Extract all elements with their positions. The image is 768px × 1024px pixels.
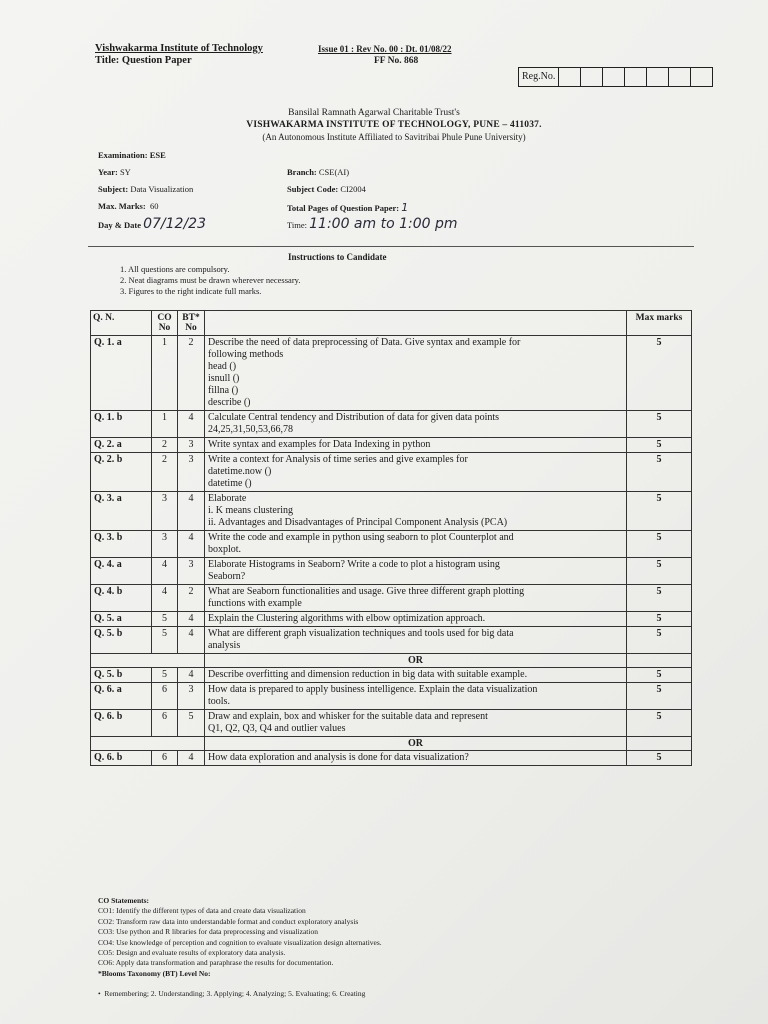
question-line: Seaborn? — [208, 571, 246, 582]
reg-no-cell — [603, 68, 625, 86]
bt-levels — [98, 989, 365, 998]
question-line: Q1, Q2, Q3, Q4 and outlier values — [208, 723, 346, 734]
or-blank-cell — [627, 737, 692, 751]
question-text — [205, 453, 627, 492]
question-text — [205, 710, 627, 737]
time-value: 11:00 am to 1:00 pm — [309, 216, 458, 232]
table-row — [91, 492, 692, 531]
question-line: Calculate Central tendency and Distribution of data for given data points — [208, 412, 500, 423]
question-text — [205, 585, 627, 612]
question-number: Q. 5. b — [91, 627, 152, 654]
time-label: Time: — [287, 220, 308, 230]
bt-number: 3 — [178, 453, 205, 492]
bt-number: 4 — [178, 531, 205, 558]
question-line: datetime () — [208, 478, 252, 489]
question-number: Q. 5. b — [91, 668, 152, 683]
question-line: What are different graph visualization techniques and tools used for big data — [208, 628, 514, 639]
question-marks: 5 — [627, 336, 692, 411]
question-marks: 5 — [627, 627, 692, 654]
subject-code-value: CI2004 — [340, 184, 366, 194]
question-text — [205, 683, 627, 710]
co-number: 2 — [152, 453, 178, 492]
bt-number: 4 — [178, 411, 205, 438]
header-question — [205, 311, 627, 336]
bt-number: 4 — [178, 612, 205, 627]
question-number: Q. 1. a — [91, 336, 152, 411]
question-line: isnull () — [208, 373, 240, 384]
reg-no-cell — [559, 68, 581, 86]
question-line: head () — [208, 361, 237, 372]
bt-number: 2 — [178, 585, 205, 612]
question-line: ii. Advantages and Disadvantages of Principal Component Analysis (PCA) — [208, 517, 508, 528]
question-number: Q. 4. b — [91, 585, 152, 612]
examination-label: Examination: — [98, 150, 148, 160]
question-line: describe () — [208, 397, 251, 408]
co-number: 3 — [152, 531, 178, 558]
or-blank-cell — [91, 737, 205, 751]
co-statement: CO6: Apply data transformation and paraphrase the results for documentation. — [98, 958, 334, 968]
bullet-icon: • — [98, 989, 101, 998]
max-marks-field — [98, 201, 158, 211]
question-line: Write a context for Analysis of time series and give examples for — [208, 454, 468, 465]
paper-title: Title: Question Paper — [95, 55, 192, 66]
question-marks: 5 — [627, 558, 692, 585]
question-number: Q. 4. a — [91, 558, 152, 585]
institute-name: Vishwakarma Institute of Technology — [95, 43, 263, 54]
subject-field — [98, 184, 193, 194]
total-pages-label: Total Pages of Question Paper: — [287, 203, 400, 213]
issue-info: Issue 01 : Rev No. 00 : Dt. 01/08/22 — [318, 44, 452, 54]
question-marks: 5 — [627, 668, 692, 683]
question-marks: 5 — [627, 453, 692, 492]
instructions-title: Instructions to Candidate — [288, 252, 387, 262]
questions-table — [90, 310, 692, 766]
question-marks: 5 — [627, 411, 692, 438]
bt-number: 2 — [178, 336, 205, 411]
question-text — [205, 668, 627, 683]
day-date-value: 07/12/23 — [143, 216, 206, 232]
question-text — [205, 627, 627, 654]
co-number: 1 — [152, 411, 178, 438]
question-line: following methods — [208, 349, 284, 360]
or-separator: OR — [205, 737, 627, 751]
co-number: 6 — [152, 683, 178, 710]
question-text — [205, 531, 627, 558]
co-number: 5 — [152, 627, 178, 654]
question-number: Q. 6. b — [91, 710, 152, 737]
bt-title: *Blooms Taxonomy (BT) Level No: — [98, 968, 211, 978]
question-marks: 5 — [627, 683, 692, 710]
table-row — [91, 438, 692, 453]
question-line: tools. — [208, 696, 230, 707]
co-number: 3 — [152, 492, 178, 531]
affiliation: (An Autonomous Institute Affiliated to Savitribai Phule Pune University) — [262, 132, 526, 142]
question-text — [205, 612, 627, 627]
question-line: How data exploration and analysis is done for data visualization? — [208, 752, 469, 763]
question-line: Explain the Clustering algorithms with elbow optimization approach. — [208, 613, 486, 624]
question-marks: 5 — [627, 585, 692, 612]
question-line: functions with example — [208, 598, 302, 609]
co-number: 6 — [152, 710, 178, 737]
institute-full-name: VISHWAKARMA INSTITUTE OF TECHNOLOGY, PUNE – 411037. — [246, 120, 542, 130]
bt-number: 3 — [178, 558, 205, 585]
instruction-item: 1. All questions are compulsory. — [120, 264, 230, 274]
bt-levels-text: Remembering; 2. Understanding; 3. Applying; 4. Analyzing; 5. Evaluating; 6. Creating — [104, 989, 366, 998]
max-marks-label: Max. Marks: — [98, 201, 146, 211]
bt-number: 3 — [178, 438, 205, 453]
year-label: Year: — [98, 167, 118, 177]
table-row — [91, 453, 692, 492]
instruction-item: 3. Figures to the right indicate full marks. — [120, 286, 262, 296]
bt-number: 3 — [178, 683, 205, 710]
branch-field — [287, 167, 349, 177]
question-line: boxplot. — [208, 544, 242, 555]
co-number: 2 — [152, 438, 178, 453]
co-statements — [98, 896, 382, 979]
question-line: Describe overfitting and dimension reduction in big data with suitable example. — [208, 669, 528, 680]
question-line: Describe the need of data preprocessing of Data. Give syntax and example for — [208, 337, 521, 348]
question-line: Draw and explain, box and whisker for the suitable data and represent — [208, 711, 488, 722]
co-number: 1 — [152, 336, 178, 411]
co-number: 5 — [152, 668, 178, 683]
question-line: Write syntax and examples for Data Indexing in python — [208, 439, 431, 450]
question-marks: 5 — [627, 531, 692, 558]
question-text — [205, 336, 627, 411]
year-value: SY — [119, 167, 131, 177]
table-row — [91, 336, 692, 411]
form-number: FF No. 868 — [374, 56, 419, 66]
header-marks: Max marks — [627, 311, 692, 336]
or-row — [91, 654, 692, 668]
question-line: 24,25,31,50,53,66,78 — [208, 424, 293, 435]
header-co: CO No — [152, 311, 178, 336]
table-row — [91, 751, 692, 766]
total-pages-field — [287, 201, 408, 214]
subject-value: Data Visualization — [130, 184, 194, 194]
co-number: 4 — [152, 558, 178, 585]
or-separator: OR — [205, 654, 627, 668]
question-text — [205, 411, 627, 438]
or-row — [91, 737, 692, 751]
co-statement: CO2: Transform raw data into understandable format and conduct exploratory analysis — [98, 916, 359, 926]
bt-number: 4 — [178, 751, 205, 766]
question-line: What are Seaborn functionalities and usage. Give three different graph plotting — [208, 586, 525, 597]
or-blank-cell — [627, 654, 692, 668]
table-row — [91, 411, 692, 438]
question-line: Write the code and example in python using seaborn to plot Counterplot and — [208, 532, 514, 543]
reg-no-cell — [581, 68, 603, 86]
time-field — [287, 216, 458, 232]
reg-no-cell — [625, 68, 647, 86]
subject-code-label: Subject Code: — [287, 184, 339, 194]
instruction-item: 2. Neat diagrams must be drawn wherever necessary. — [120, 275, 301, 285]
bt-number: 5 — [178, 710, 205, 737]
question-number: Q. 5. a — [91, 612, 152, 627]
year-field — [98, 167, 131, 177]
bt-number: 4 — [178, 492, 205, 531]
question-marks: 5 — [627, 751, 692, 766]
day-date-field — [98, 216, 206, 232]
table-header-row — [91, 311, 692, 336]
question-line: analysis — [208, 640, 241, 651]
table-row — [91, 558, 692, 585]
question-text — [205, 558, 627, 585]
subject-label: Subject: — [98, 184, 129, 194]
question-line: i. K means clustering — [208, 505, 293, 516]
table-row — [91, 668, 692, 683]
table-row — [91, 627, 692, 654]
question-number: Q. 6. a — [91, 683, 152, 710]
question-number: Q. 6. b — [91, 751, 152, 766]
examination-field — [98, 150, 166, 160]
co-statements-title: CO Statements: — [98, 896, 150, 905]
reg-no-cell — [691, 68, 712, 86]
reg-no-cell — [669, 68, 691, 86]
max-marks-value: 60 — [149, 201, 159, 211]
table-row — [91, 531, 692, 558]
question-line: datetime.now () — [208, 466, 272, 477]
reg-no-label: Reg.No. — [519, 68, 559, 86]
question-marks: 5 — [627, 438, 692, 453]
question-text — [205, 492, 627, 531]
question-marks: 5 — [627, 492, 692, 531]
table-row — [91, 585, 692, 612]
reg-no-box — [518, 67, 713, 87]
reg-no-cell — [647, 68, 669, 86]
question-number: Q. 2. a — [91, 438, 152, 453]
branch-value: CSE(AI) — [318, 167, 350, 177]
bt-number: 4 — [178, 627, 205, 654]
table-row — [91, 683, 692, 710]
question-number: Q. 2. b — [91, 453, 152, 492]
question-line: How data is prepared to apply business intelligence. Explain the data visualization — [208, 684, 538, 695]
question-number: Q. 3. a — [91, 492, 152, 531]
question-number: Q. 3. b — [91, 531, 152, 558]
day-date-label: Day & Date — [98, 220, 141, 230]
table-row — [91, 710, 692, 737]
question-marks: 5 — [627, 612, 692, 627]
header-qno: Q. N. — [91, 311, 152, 336]
or-blank-cell — [91, 654, 205, 668]
header-bt: BT* No — [178, 311, 205, 336]
branch-label: Branch: — [287, 167, 317, 177]
co-statement: CO3: Use python and R libraries for data preprocessing and visualization — [98, 927, 318, 937]
table-row — [91, 612, 692, 627]
co-number: 6 — [152, 751, 178, 766]
co-statement: CO1: Identify the different types of data and create data visualization — [98, 906, 306, 916]
co-statement: CO5: Design and evaluate results of exploratory data analysis. — [98, 948, 286, 958]
question-text — [205, 438, 627, 453]
co-number: 5 — [152, 612, 178, 627]
subject-code-field — [287, 184, 366, 194]
question-number: Q. 1. b — [91, 411, 152, 438]
question-line: Elaborate Histograms in Seaborn? Write a code to plot a histogram using — [208, 559, 500, 570]
examination-value: ESE — [149, 150, 166, 160]
question-marks: 5 — [627, 710, 692, 737]
question-line: fillna () — [208, 385, 239, 396]
question-text — [205, 751, 627, 766]
divider — [88, 246, 694, 247]
trust-name: Bansilal Ramnath Agarwal Charitable Trust's — [288, 108, 460, 118]
total-pages-value: 1 — [401, 201, 409, 214]
co-number: 4 — [152, 585, 178, 612]
co-statement: CO4: Use knowledge of perception and cognition to evaluate visualization design alternatives. — [98, 937, 382, 947]
question-line: Elaborate — [208, 493, 247, 504]
bt-number: 4 — [178, 668, 205, 683]
